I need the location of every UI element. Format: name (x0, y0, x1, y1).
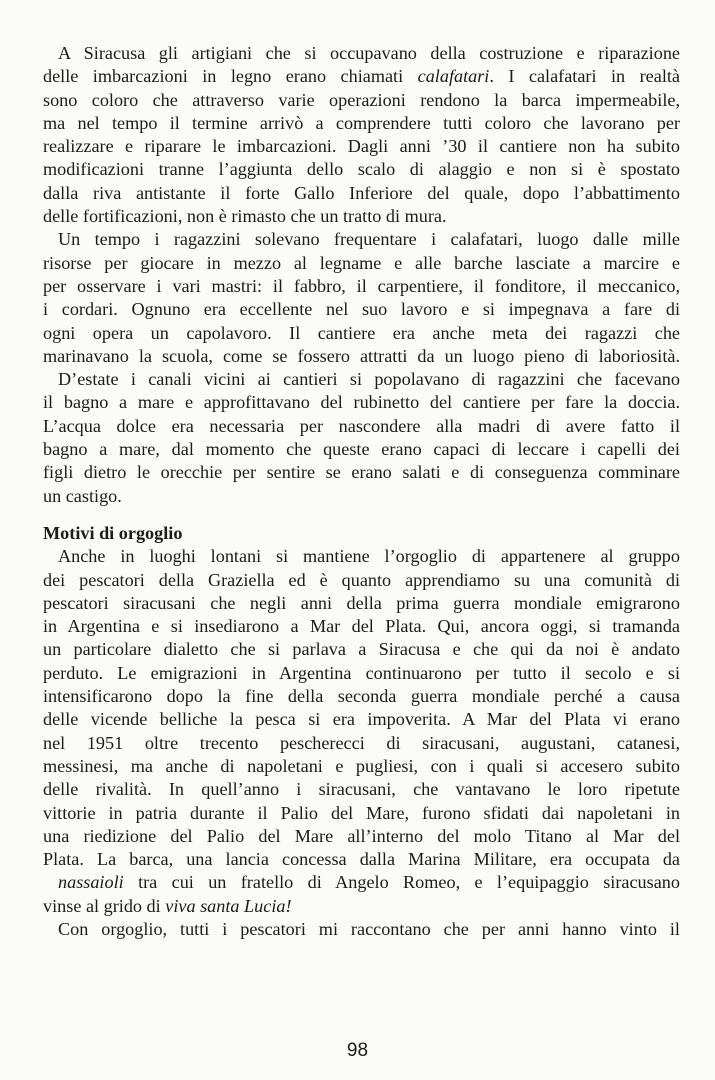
text-line: sono coloro che attraverso varie operazioni rendono la barca impermeabile, (43, 89, 680, 110)
text-line: nel 1951 oltre trecento pescherecci di siracusani, augustani, catanesi, (43, 732, 680, 753)
text-line: vittorie in patria durante il Palio del Mare, furono sfidati dai napoletani in (43, 802, 680, 823)
paragraph (43, 368, 680, 508)
text-line: i cordari. Ognuno era eccellente nel suo lavoro e si impegnava a fare di (43, 299, 680, 320)
text-line: dei pescatori della Graziella ed è quanto apprendiamo su una comunità di (43, 569, 680, 590)
text-line: un castigo. (43, 485, 122, 506)
text-line: ogni opera un capolavoro. Il cantiere era anche meta dei ragazzi che (43, 322, 680, 343)
paragraph (43, 918, 680, 941)
text-line: nassaioli tra cui un fratello di Angelo Romeo, e l’equipaggio siracusano (58, 872, 680, 893)
text-line: realizzare e riparare le imbarcazioni. Dagli anni ’30 il cantiere non ha subito (43, 136, 680, 157)
text-line: delle rivalità. In quell’anno i siracusani, che vantavano le loro ripetute (43, 779, 680, 800)
section-heading: Motivi di orgoglio (43, 522, 183, 543)
text-line: delle fortificazioni, non è rimasto che un tratto di mura. (43, 206, 447, 227)
text-line: per osservare i vari mastri: il fabbro, il carpentiere, il fonditore, il meccanico, (43, 275, 680, 296)
text-line: vinse al grido di viva santa Lucia! (43, 895, 292, 916)
text-line: Anche in luoghi lontani si mantiene l’orgoglio di appartenere al gruppo (58, 546, 680, 567)
text-line: una riedizione del Palio del Mare all’interno del molo Titano al Mar del (43, 825, 680, 846)
text-line: un particolare dialetto che si parlava a Siracusa e che qui da noi è andato (43, 639, 680, 660)
text-line: marinavano la scuola, come se fossero attratti da un luogo pieno di laboriosità. (43, 345, 680, 366)
text-line: in Argentina e si insediarono a Mar del Plata. Qui, ancora oggi, si tramanda (43, 616, 680, 637)
text-line: delle imbarcazioni in legno erano chiamati calafatari. I calafatari in realtà (43, 66, 680, 87)
text-line: delle vicende belliche la pesca si era impoverita. A Mar del Plata vi erano (43, 709, 680, 730)
paragraph (43, 545, 680, 918)
text-line: A Siracusa gli artigiani che si occupavano della costruzione e riparazione (58, 43, 680, 63)
text-line: dalla riva antistante il forte Gallo Inferiore del quale, dopo l’abbattimento (43, 182, 680, 203)
text-line: pescatori siracusani che negli anni della prima guerra mondiale emigrarono (43, 592, 680, 613)
paragraph (43, 42, 680, 228)
text-line: messinesi, ma anche di napoletani e pugliesi, con i quali si accesero subito (43, 755, 680, 776)
text-line: modificazioni tranne l’aggiunta dello scalo di alaggio e non si è spostato (43, 159, 680, 180)
text-line: Plata. La barca, una lancia concessa dalla Marina Militare, era occupata da (43, 849, 680, 870)
italic-term: calafatari (417, 66, 490, 87)
text-line: Con orgoglio, tutti i pescatori mi raccontano che per anni hanno vinto il (58, 918, 680, 939)
page-number: 98 (346, 1040, 369, 1061)
italic-term: nassaioli (58, 872, 124, 893)
italic-quote: viva santa Lucia! (165, 895, 292, 916)
text-line: il bagno a mare e approfittavano del rubinetto del cantiere per fare la doccia. (43, 392, 680, 413)
page-text (43, 42, 680, 941)
text-line: L’acqua dolce era necessaria per nascondere alla madri di avere fatto il (43, 415, 680, 436)
text-line: ma nel tempo il termine arrivò a comprendere tutti coloro che lavorano per (43, 112, 680, 133)
text-line: figli dietro le orecchie per sentire se erano salati e di conseguenza comminare (43, 462, 680, 483)
text-line: risorse per giocare in mezzo al legname e alle barche lasciate a marcire e (43, 252, 680, 273)
text-line: D’estate i canali vicini ai cantieri si popolavano di ragazzini che facevano (58, 369, 680, 390)
text-line: Un tempo i ragazzini solevano frequentare i calafatari, luogo dalle mille (58, 229, 680, 250)
text-line: bagno a mare, dal momento che queste erano capaci di leccare i capelli dei (43, 439, 680, 460)
text-line: intensificarono dopo la fine della seconda guerra mondiale perché a causa (43, 686, 680, 707)
paragraph (43, 228, 680, 368)
text-line: perduto. Le emigrazioni in Argentina continuarono per tutto il secolo e si (43, 662, 680, 683)
